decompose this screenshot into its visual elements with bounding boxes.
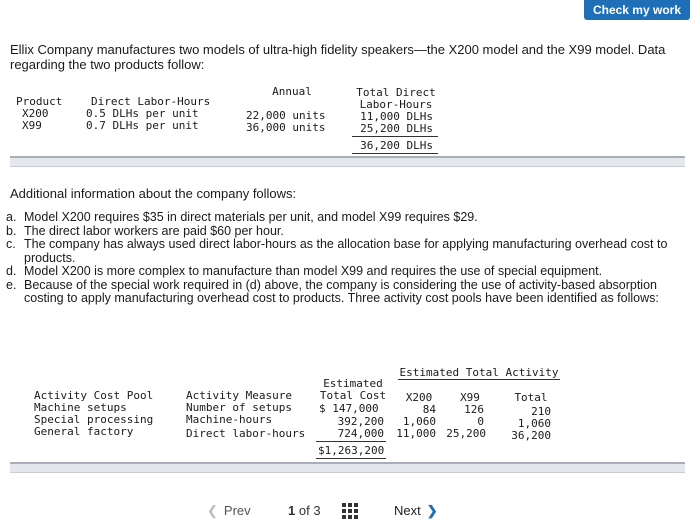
row-general-measure: Direct labor-hours [186,427,306,440]
row-setups-measure: Number of setups [186,401,292,414]
page-current: 1 [288,503,296,518]
grand-total-rule [352,153,438,154]
col-header-estimated: Estimated [323,377,383,390]
col-header-x200: X200 [405,391,433,404]
col-header-dlh: Direct Labor-Hours [91,95,211,108]
row-setups-cost: $ 147,000 [319,402,379,415]
row-setups-x200: 84 [422,403,436,416]
group-header-est-activity: Estimated Total Activity [399,366,559,379]
row-general-x200: 11,000 [396,427,436,440]
check-my-work-button[interactable]: Check my work [584,0,690,20]
prev-button[interactable] [207,503,251,519]
chevron-left-icon: ❮ [207,503,218,518]
col-header-product: Product [16,95,63,108]
row-x99-dlh: 0.7 DLHs per unit [86,119,199,132]
cost-total-rule [316,458,386,459]
col-header-total: Total [514,391,548,404]
group-header-rule [398,379,560,380]
sum-rule [352,136,438,137]
cost-sum-rule [316,441,386,442]
row-x99-production: 36,000 units [246,121,326,134]
row-setups-pool: Machine setups [34,401,127,414]
list-item: b. The direct labor workers are paid $60 per hour. [6,223,284,238]
table-divider-band [10,156,685,167]
problem-intro: Ellix Company manufactures two models of ultra-high fidelity speakers—the X200 model and the X99 model. Data regarding the two products follow: [10,42,666,72]
grand-total-dlh: 36,200 DLHs [360,139,433,152]
list-item: a. Model X200 requires $35 in direct materials per unit, and model X99 requires $29. [6,210,478,224]
list-item: d. Model X200 is more complex to manufacture than model X99 and requires the use of special equipment. [6,264,603,278]
row-general-pool: General factory [34,425,134,438]
row-processing-cost: 392,200 [337,415,384,428]
row-general-cost: 724,000 [337,427,384,440]
row-processing-measure: Machine-hours [186,413,273,426]
page-grid-icon[interactable] [342,503,358,519]
col-header-x99: X99 [460,391,480,404]
col-header-labor-hours: Labor-Hours [359,98,433,111]
col-header-total-direct: Total Direct [356,86,436,99]
row-processing-x99: 0 [477,415,484,428]
list-item: e. Because of the special work required in (d) above, the company is considering the use of activity-based absorption costing to apply manufacturing overhead cost to products. Three activity cost pools have been identified as follows: [6,277,659,305]
col-header-pool: Activity Cost Pool [34,389,154,402]
row-general-x99: 25,200 [446,427,486,440]
row-x99-product: X99 [22,119,42,132]
row-x200-total: 11,000 DLHs [360,110,433,123]
row-setups-x99: 126 [464,403,484,416]
prev-label: Prev [223,503,251,518]
row-general-total: 36,200 [511,429,551,442]
table-divider-band-2 [10,462,685,473]
col-header-total-cost: Total Cost [319,389,387,402]
row-processing-pool: Special processing [34,413,154,426]
row-x99-total: 25,200 DLHs [360,122,433,135]
info-list [6,211,686,306]
col-header-annual: Annual [272,85,312,98]
row-x200-production: 22,000 units [246,109,326,122]
row-x200-product: X200 [22,107,49,120]
page-total: 3 [313,503,321,518]
cost-grand-total: $1,263,200 [318,444,385,457]
row-x200-dlh: 0.5 DLHs per unit [86,107,199,120]
row-setups-total: 210 [531,405,551,418]
page-indicator [288,503,321,518]
additional-info-heading: Additional information about the company follows: [10,186,297,201]
list-item: c. The company has always used direct labor-hours as the allocation base for applying manufacturing overhead cost to products. [6,237,668,265]
row-processing-x200: 1,060 [402,415,436,428]
page-of: of [298,503,310,518]
chevron-right-icon: ❯ [426,503,438,518]
col-header-measure: Activity Measure [186,389,292,402]
row-processing-total: 1,060 [517,417,551,430]
next-button[interactable] [394,503,438,519]
next-label: Next [394,503,421,518]
pagination-bar [0,498,700,526]
